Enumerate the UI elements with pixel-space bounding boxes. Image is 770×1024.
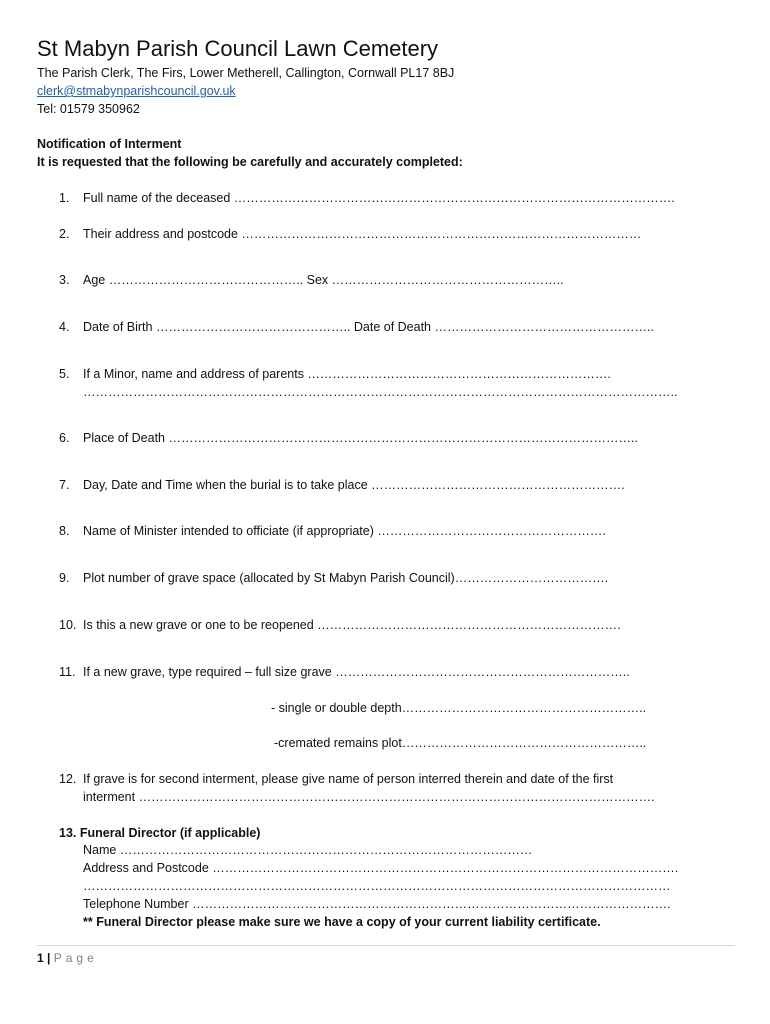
grave-depth-field[interactable]: - single or double depth………………………………………………….. [271, 701, 647, 715]
item-number: 1. [59, 191, 70, 205]
place-of-death-field[interactable]: Place of Death ………………………………………………………………………………………………….. [83, 431, 638, 445]
address-postcode-field[interactable]: Their address and postcode …………………………………………………………………………………… [83, 227, 642, 241]
burial-datetime-field[interactable]: Day, Date and Time when the burial is to take place ……………………………………………………. [83, 478, 625, 492]
item-number: 5. [59, 367, 70, 381]
footer-divider [37, 945, 735, 946]
fd-telephone-field[interactable]: Telephone Number ……………………………………………………………………………………………………. [83, 897, 671, 911]
grave-type-field[interactable]: If a new grave, type required – full size grave …………………………………………………………….. [83, 665, 630, 679]
fd-name-field[interactable]: Name ……………………………………………………………………………………… [83, 843, 533, 857]
form-instruction: It is requested that the following be carefully and accurately completed: [37, 155, 463, 169]
item-number: 12. [59, 772, 77, 786]
second-interment-field[interactable]: If grave is for second interment, please give name of person interred therein and date of the first [83, 772, 614, 786]
funeral-director-heading: 13. Funeral Director (if applicable) [59, 826, 261, 840]
item-number: 6. [59, 431, 70, 445]
fd-address-field[interactable]: Address and Postcode …………………………………………………………………………………………………. [83, 861, 679, 875]
age-sex-field[interactable]: Age ……………………………………….. Sex ……………………………………………….. [83, 273, 564, 287]
item-number: 7. [59, 478, 70, 492]
minister-field[interactable]: Name of Minister intended to officiate (if appropriate) ………………………………………………. [83, 524, 606, 538]
fd-liability-note: ** Funeral Director please make sure we have a copy of your current liability certificate. [83, 915, 601, 929]
item-number: 11. [59, 665, 76, 679]
footer-separator: | [47, 951, 51, 965]
item-number: 9. [59, 571, 70, 585]
page-word: Page [53, 951, 98, 965]
clerk-telephone: Tel: 01579 350962 [37, 102, 140, 116]
item-number: 8. [59, 524, 70, 538]
page-number: 1 [37, 951, 44, 965]
second-interment-field-line2[interactable]: interment ……………………………………………………………………………………………………………. [83, 790, 655, 804]
clerk-email-link[interactable]: clerk@stmabynparishcouncil.gov.uk [37, 84, 236, 98]
deceased-name-field[interactable]: Full name of the deceased ……………………………………………………………………………………………. [83, 191, 675, 205]
parents-field-line2[interactable]: …………………………………………………………………………………………………………………………….. [83, 385, 678, 399]
item-number: 3. [59, 273, 70, 287]
plot-number-field[interactable]: Plot number of grave space (allocated by St Mabyn Parish Council)………………………………. [83, 571, 609, 585]
item-number: 10. [59, 618, 77, 632]
item-number: 2. [59, 227, 70, 241]
clerk-address: The Parish Clerk, The Firs, Lower Metherell, Callington, Cornwall PL17 8BJ [37, 66, 455, 80]
cremated-plot-field[interactable]: -cremated remains plot………………………………………………….. [274, 736, 647, 750]
new-or-reopened-field[interactable]: Is this a new grave or one to be reopened ………………………………………………………………. [83, 618, 621, 632]
page-title: St Mabyn Parish Council Lawn Cemetery [37, 36, 439, 61]
page-footer [37, 951, 98, 965]
fd-address-field-line2[interactable]: …………………………………………………………………………………………………………………………… [83, 879, 671, 893]
parents-field[interactable]: If a Minor, name and address of parents ………………………………………………………………. [83, 367, 611, 381]
form-heading: Notification of Interment [37, 137, 182, 151]
dates-field[interactable]: Date of Birth ……………………………………….. Date of Death …………………………………………….. [83, 320, 654, 334]
item-number: 4. [59, 320, 70, 334]
